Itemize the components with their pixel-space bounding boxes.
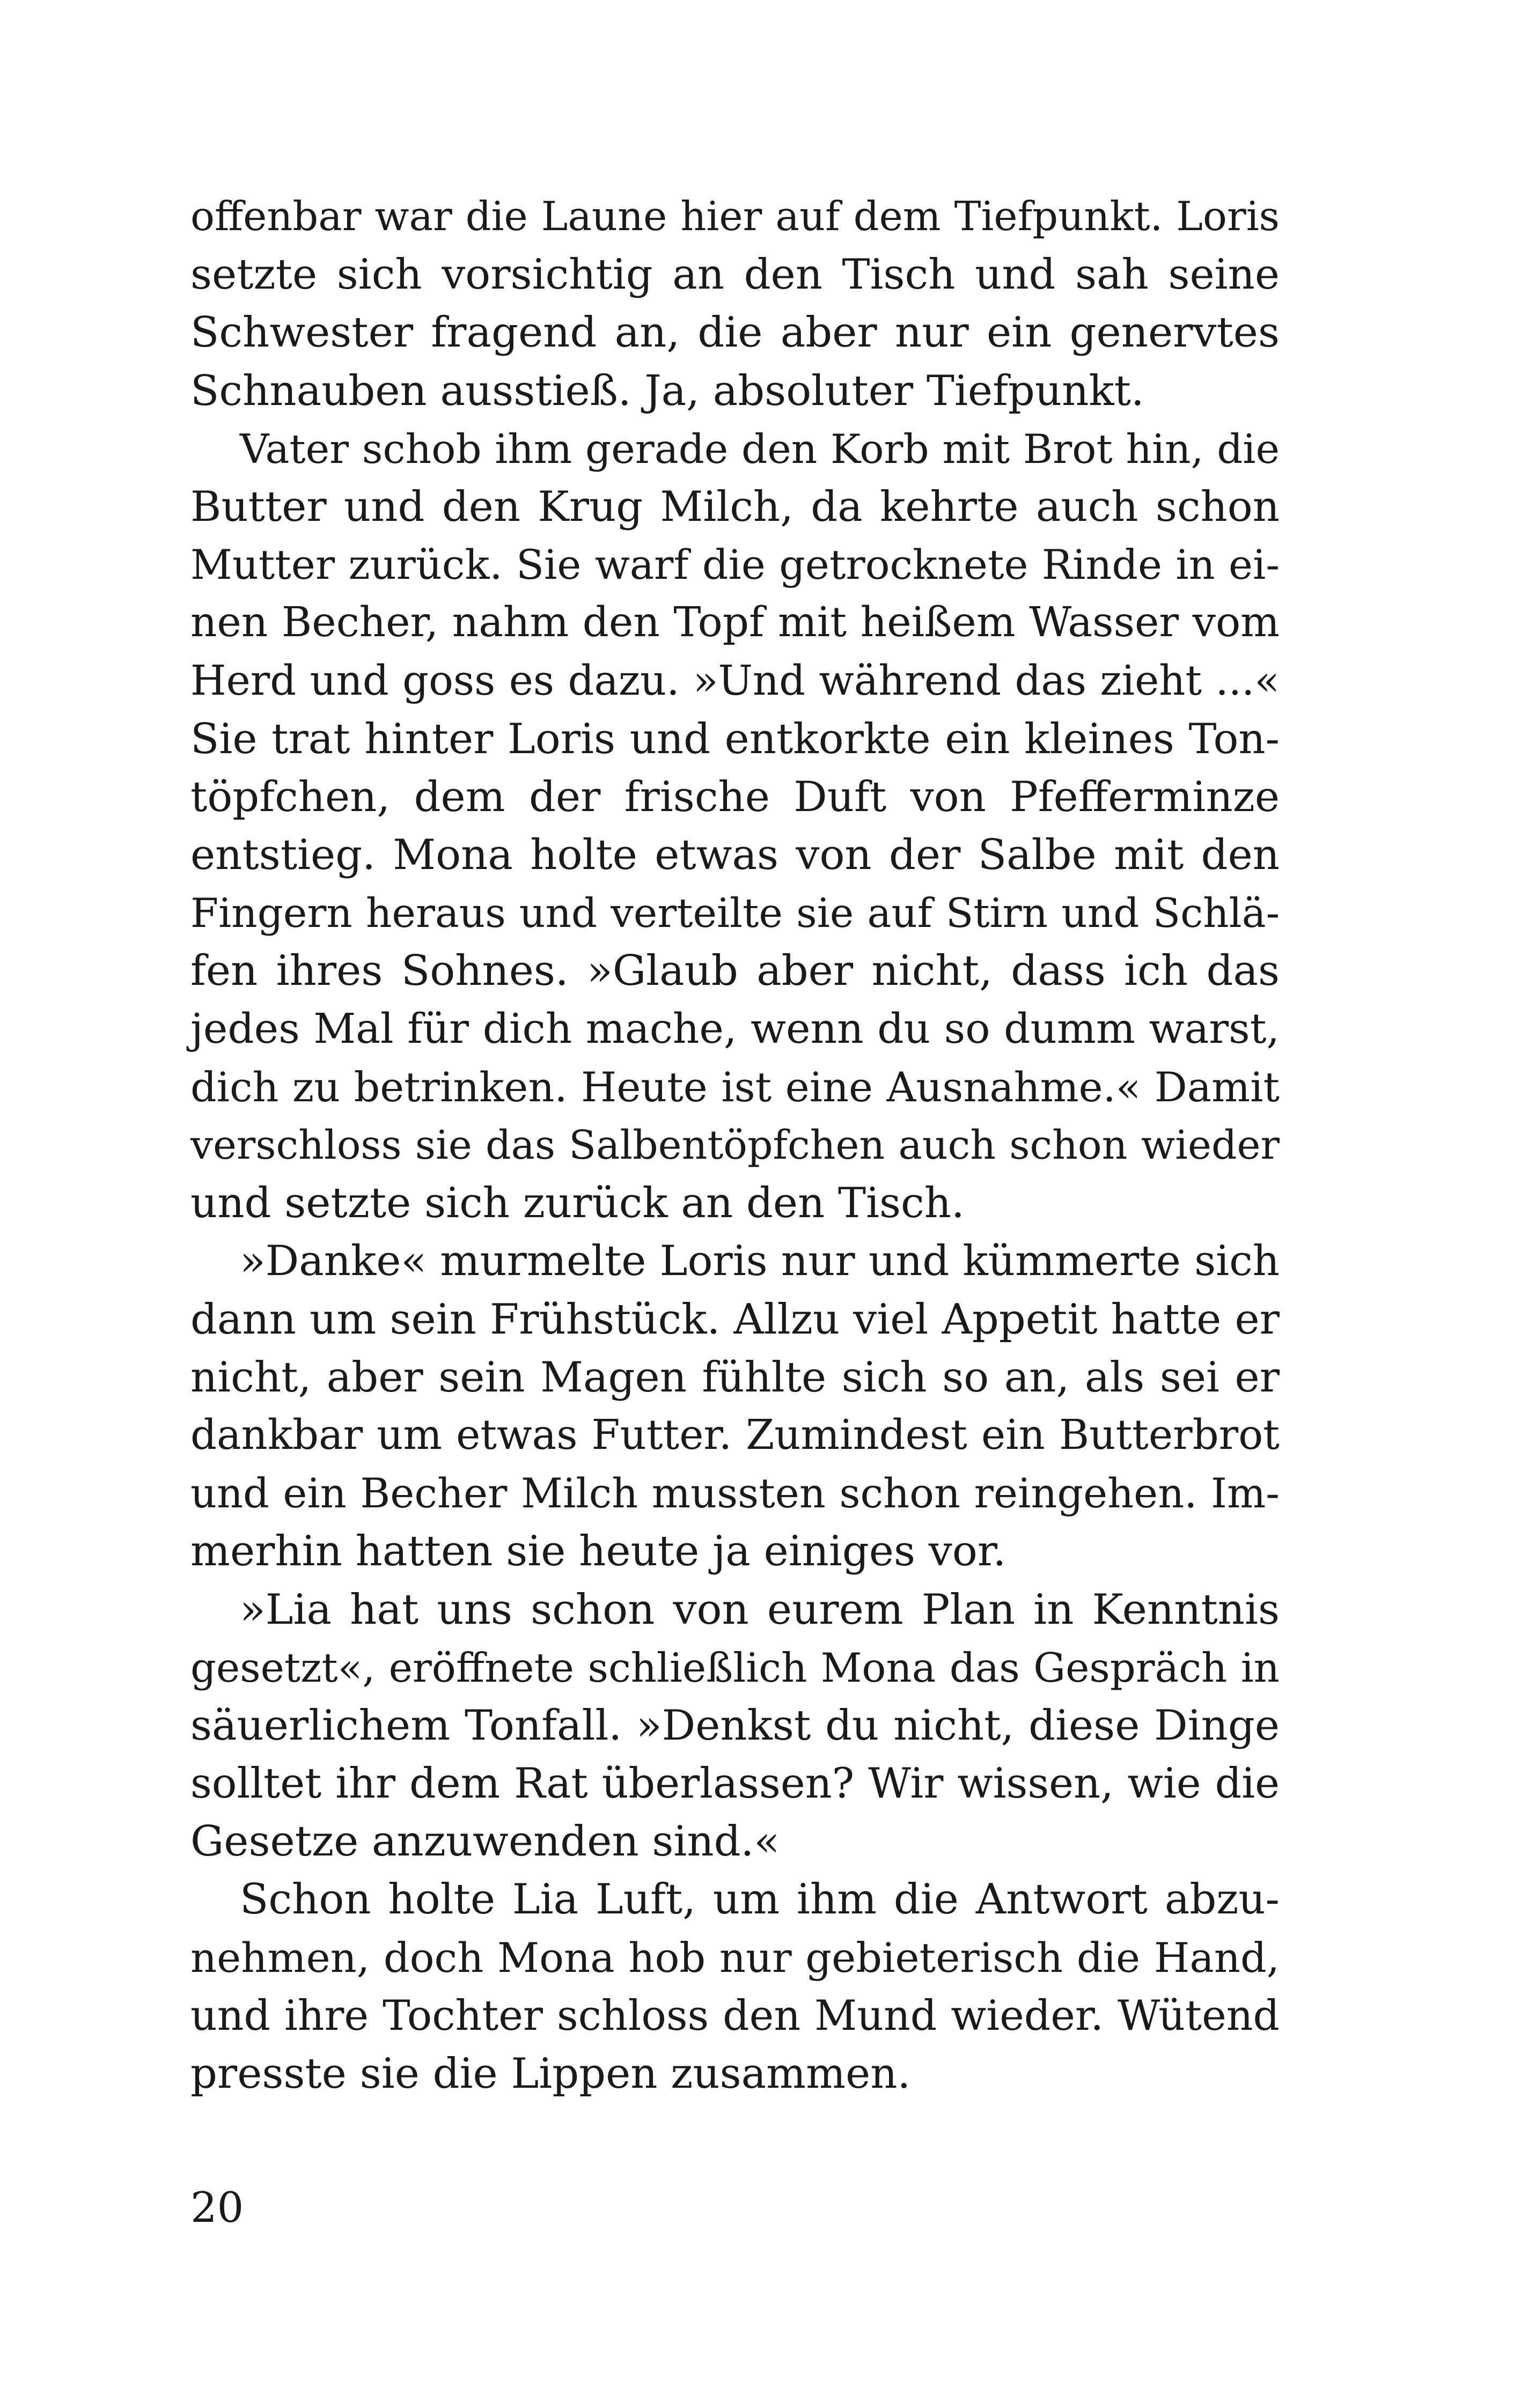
text-line: solltet ihr dem Rat überlassen? Wir wissen, wie die <box>190 1759 1280 1808</box>
text-line: Herd und goss es dazu. »Und während das zieht ...« <box>190 657 1280 705</box>
text-line: und setzte sich zurück an den Tisch. <box>190 1179 965 1228</box>
text-line: dich zu betrinken. Heute ist eine Ausnahme.« Damit <box>190 1063 1280 1111</box>
text-line: presste sie die Lippen zusammen. <box>190 2050 911 2098</box>
text-line: offenbar war die Laune hier auf dem Tiefpunkt. Loris <box>190 193 1280 240</box>
text-line: dann um sein Frühstück. Allzu viel Appetit hatte er <box>190 1295 1280 1344</box>
text-line: und ihre Tochter schloss den Mund wieder. Wütend <box>190 1991 1280 2040</box>
text-line: »Danke« murmelte Loris nur und kümmerte sich <box>240 1237 1280 1286</box>
text-line: Schwester fragend an, die aber nur ein genervtes <box>190 308 1280 357</box>
text-line: entstieg. Mona holte etwas von der Salbe mit den <box>190 831 1280 880</box>
text-line: Schon holte Lia Luft, um ihm die Antwort abzu- <box>240 1875 1280 1924</box>
text-line: nicht, aber sein Magen fühlte sich so an, als sei er <box>190 1353 1280 1402</box>
text-line: jedes Mal für dich mache, wenn du so dumm warst, <box>190 1005 1280 1053</box>
text-line: Schnauben ausstieß. Ja, absoluter Tiefpunkt. <box>190 366 1144 415</box>
text-line: Sie trat hinter Loris und entkorkte ein kleines Ton- <box>190 715 1280 763</box>
page-number: 20 <box>190 2184 244 2232</box>
text-line: gesetzt«, eröffnete schließlich Mona das Gespräch in <box>190 1644 1280 1691</box>
text-line: säuerlichem Tonfall. »Denkst du nicht, diese Dinge <box>190 1701 1280 1750</box>
text-line: töpfchen, dem der frische Duft von Pfefferminze <box>190 772 1280 821</box>
text-line: Gesetze anzuwenden sind.« <box>190 1817 780 1866</box>
text-line: merhin hatten sie heute ja einiges vor. <box>190 1527 1006 1576</box>
body-text <box>190 188 1280 2103</box>
text-line: Fingern heraus und verteilte sie auf Stirn und Schlä- <box>190 889 1280 937</box>
text-line: Butter und den Krug Milch, da kehrte auch schon <box>190 482 1280 531</box>
text-line: verschloss sie das Salbentöpfchen auch schon wieder <box>190 1122 1280 1168</box>
text-line: Vater schob ihm gerade den Korb mit Brot hin, die <box>240 425 1280 473</box>
text-line: dankbar um etwas Futter. Zumindest ein Butterbrot <box>190 1411 1280 1459</box>
text-line: nen Becher, nahm den Topf mit heißem Wasser vom <box>190 599 1280 647</box>
text-line: fen ihres Sohnes. »Glaub aber nicht, dass ich das <box>190 947 1280 996</box>
text-line: Mutter zurück. Sie warf die getrocknete Rinde in ei- <box>190 541 1280 589</box>
text-line: setzte sich vorsichtig an den Tisch und sah seine <box>190 251 1280 299</box>
text-line: »Lia hat uns schon von eurem Plan in Kenntnis <box>240 1585 1280 1634</box>
text-line: und ein Becher Milch mussten schon reingehen. Im- <box>190 1469 1280 1518</box>
text-line: nehmen, doch Mona hob nur gebieterisch die Hand, <box>190 1933 1280 1982</box>
